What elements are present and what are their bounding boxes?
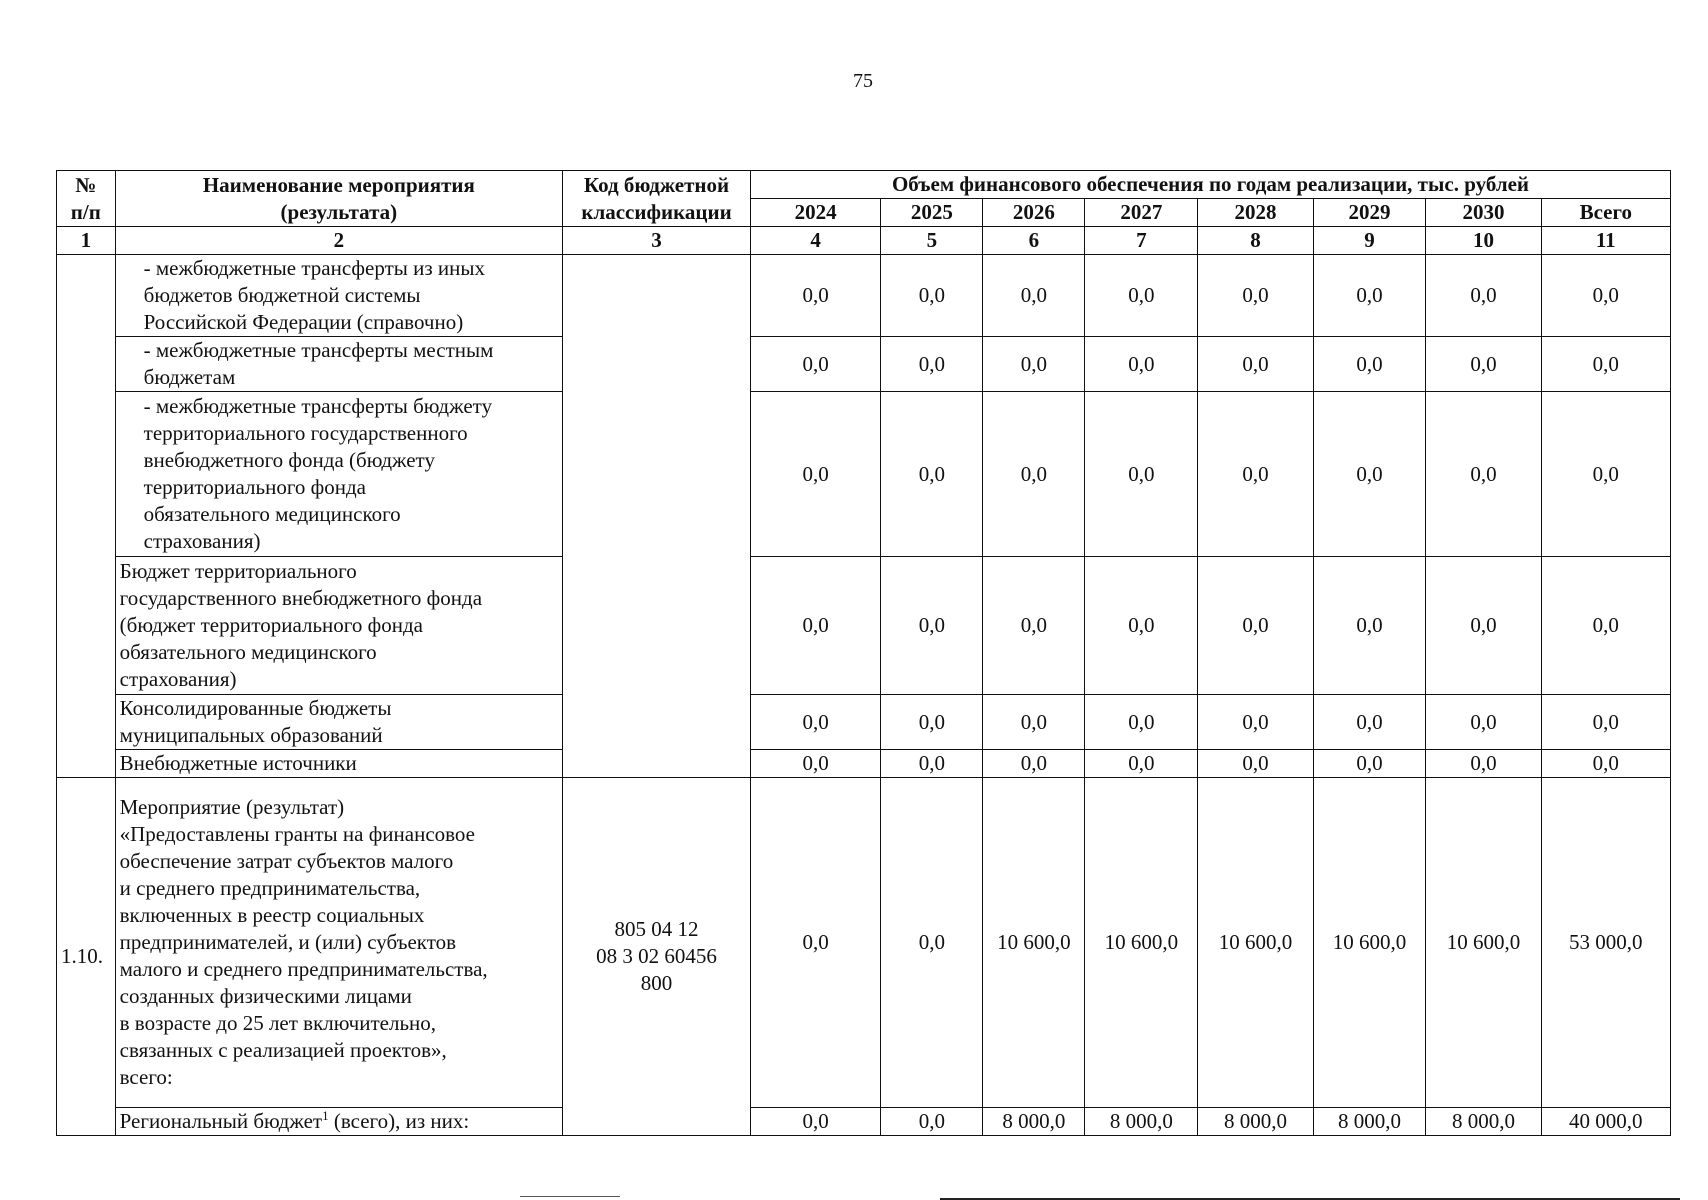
table-row — [57, 778, 1671, 1108]
header-year: 2025 — [881, 199, 983, 227]
header-year: 2028 — [1198, 199, 1313, 227]
row-name: - межбюджетные трансферты местным бюджетам — [115, 337, 562, 392]
row-name: - межбюджетные трансферты из иных бюджетов бюджетной системы Российской Федерации (справочно) — [115, 255, 562, 337]
value-cell: 0,0 — [1085, 750, 1198, 778]
value-cell: 0,0 — [881, 557, 983, 695]
column-number: 5 — [881, 227, 983, 255]
value-cell: 0,0 — [1313, 557, 1426, 695]
value-cell: 0,0 — [881, 337, 983, 392]
value-cell: 0,0 — [750, 1108, 880, 1136]
value-cell: 10 600,0 — [1198, 778, 1313, 1108]
value-cell: 0,0 — [1541, 255, 1670, 337]
value-cell: 0,0 — [750, 778, 880, 1108]
value-cell: 0,0 — [1198, 337, 1313, 392]
value-cell: 10 600,0 — [1426, 778, 1541, 1108]
column-number: 4 — [750, 227, 880, 255]
value-cell: 0,0 — [1313, 337, 1426, 392]
value-cell: 8 000,0 — [1426, 1108, 1541, 1136]
value-cell: 8 000,0 — [1313, 1108, 1426, 1136]
value-cell: 10 600,0 — [1085, 778, 1198, 1108]
value-cell: 0,0 — [1313, 750, 1426, 778]
value-cell: 0,0 — [750, 337, 880, 392]
value-cell: 0,0 — [1541, 337, 1670, 392]
value-cell: 0,0 — [1198, 557, 1313, 695]
row-name: Мероприятие (результат) «Предоставлены гранты на финансовое обеспечение затрат субъектов малого и среднего предпринимательства, включенных в реестр социальных предпринимателей, и (или) субъектов малого и среднего предпринимательства, созданных физическими лицами в возрасте до 25 лет включительно, связанных с реализацией проектов», всего: — [115, 778, 562, 1108]
value-cell: 0,0 — [1426, 695, 1541, 750]
value-cell: 0,0 — [881, 778, 983, 1108]
column-number: 11 — [1541, 227, 1670, 255]
bottom-rule-left — [520, 1196, 620, 1197]
value-cell: 0,0 — [881, 392, 983, 557]
value-cell: 0,0 — [1541, 392, 1670, 557]
row-name: - межбюджетные трансферты бюджету территориального государственного внебюджетного фонда (бюджету территориального фонда обязательного медицинского страхования) — [115, 392, 562, 557]
value-cell: 0,0 — [983, 392, 1085, 557]
table-row — [57, 750, 1671, 778]
value-cell: 0,0 — [750, 695, 880, 750]
value-cell: 0,0 — [1313, 255, 1426, 337]
column-number: 2 — [115, 227, 562, 255]
value-cell: 40 000,0 — [1541, 1108, 1670, 1136]
table-row — [57, 255, 1671, 337]
value-cell: 0,0 — [1426, 750, 1541, 778]
table-row — [57, 337, 1671, 392]
header-row-column-numbers — [57, 227, 1671, 255]
value-cell: 0,0 — [1313, 695, 1426, 750]
row-code-cell — [563, 255, 751, 778]
value-cell: 0,0 — [881, 1108, 983, 1136]
header-row-1 — [57, 171, 1671, 199]
value-cell: 8 000,0 — [1198, 1108, 1313, 1136]
budget-code: 805 04 12 08 3 02 60456 800 — [563, 778, 751, 1136]
value-cell: 0,0 — [1426, 557, 1541, 695]
value-cell: 0,0 — [750, 255, 880, 337]
header-year: 2029 — [1313, 199, 1426, 227]
column-number: 8 — [1198, 227, 1313, 255]
value-cell: 0,0 — [1541, 750, 1670, 778]
table-row — [57, 695, 1671, 750]
header-col-code: Код бюджетной классификации — [563, 171, 751, 227]
table-row — [57, 1108, 1671, 1136]
column-number: 10 — [1426, 227, 1541, 255]
value-cell: 0,0 — [750, 392, 880, 557]
row-name: Консолидированные бюджеты муниципальных образований — [115, 695, 562, 750]
row-name-tail: (всего), из них: — [328, 1109, 470, 1133]
value-cell: 0,0 — [983, 750, 1085, 778]
header-col-volume: Объем финансового обеспечения по годам реализации, тыс. рублей — [750, 171, 1670, 199]
value-cell: 8 000,0 — [983, 1108, 1085, 1136]
row-name-main: Региональный бюджет — [119, 1109, 323, 1133]
row-index-cell — [57, 255, 116, 778]
page-number: 75 — [853, 70, 873, 92]
value-cell: 0,0 — [881, 255, 983, 337]
column-number: 3 — [563, 227, 751, 255]
value-cell: 0,0 — [750, 750, 880, 778]
value-cell: 0,0 — [983, 557, 1085, 695]
header-year: 2026 — [983, 199, 1085, 227]
value-cell: 0,0 — [983, 255, 1085, 337]
value-cell: 10 600,0 — [983, 778, 1085, 1108]
financing-table — [56, 170, 1671, 1136]
value-cell: 0,0 — [1198, 392, 1313, 557]
footnote-mark: 1 — [322, 1108, 329, 1123]
row-name — [115, 1108, 562, 1136]
column-number: 6 — [983, 227, 1085, 255]
value-cell: 0,0 — [881, 695, 983, 750]
value-cell: 0,0 — [1426, 392, 1541, 557]
value-cell: 0,0 — [1085, 255, 1198, 337]
value-cell: 0,0 — [1313, 392, 1426, 557]
row-index: 1.10. — [57, 778, 116, 1136]
value-cell: 53 000,0 — [1541, 778, 1670, 1108]
value-cell: 0,0 — [983, 695, 1085, 750]
header-year: 2027 — [1085, 199, 1198, 227]
value-cell: 0,0 — [1085, 695, 1198, 750]
table-row — [57, 557, 1671, 695]
value-cell: 0,0 — [1198, 750, 1313, 778]
value-cell: 0,0 — [1426, 255, 1541, 337]
row-name: Бюджет территориального государственного внебюджетного фонда (бюджет территориального фонда обязательного медицинского страхования) — [115, 557, 562, 695]
column-number: 1 — [57, 227, 116, 255]
value-cell: 8 000,0 — [1085, 1108, 1198, 1136]
value-cell: 0,0 — [1426, 337, 1541, 392]
header-year: 2030 — [1426, 199, 1541, 227]
value-cell: 10 600,0 — [1313, 778, 1426, 1108]
header-year: 2024 — [750, 199, 880, 227]
value-cell: 0,0 — [1198, 695, 1313, 750]
value-cell: 0,0 — [750, 557, 880, 695]
header-col-num: № п/п — [57, 171, 116, 227]
column-number: 7 — [1085, 227, 1198, 255]
value-cell: 0,0 — [1085, 392, 1198, 557]
value-cell: 0,0 — [881, 750, 983, 778]
row-name: Внебюджетные источники — [115, 750, 562, 778]
value-cell: 0,0 — [1085, 557, 1198, 695]
header-col-name: Наименование мероприятия (результата) — [115, 171, 562, 227]
table-row — [57, 392, 1671, 557]
value-cell: 0,0 — [983, 337, 1085, 392]
header-total: Всего — [1541, 199, 1670, 227]
value-cell: 0,0 — [1541, 695, 1670, 750]
financing-table-container — [56, 170, 1671, 1136]
value-cell: 0,0 — [1085, 337, 1198, 392]
value-cell: 0,0 — [1541, 557, 1670, 695]
value-cell: 0,0 — [1198, 255, 1313, 337]
column-number: 9 — [1313, 227, 1426, 255]
